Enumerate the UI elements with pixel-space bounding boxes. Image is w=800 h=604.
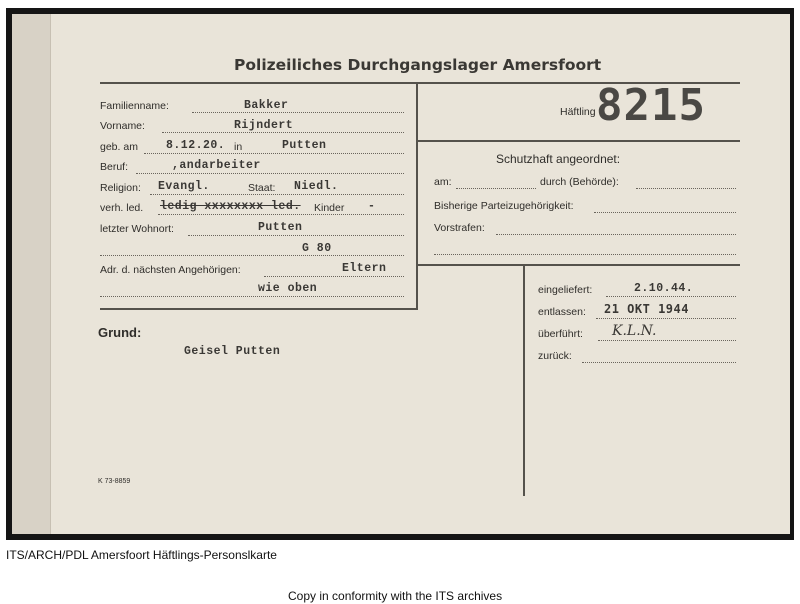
- ueberfuehrt-value: K.L.N.: [612, 323, 657, 339]
- form-code: K 73-8859: [98, 478, 131, 485]
- eingeliefert-value: 2.10.44.: [634, 282, 694, 295]
- angehoerige-label: Adr. d. nächsten Angehörigen:: [100, 264, 241, 276]
- wohnort-label: letzter Wohnort:: [100, 223, 174, 235]
- kinder-label: Kinder: [314, 202, 345, 214]
- religion-value: Evangl.: [158, 180, 210, 193]
- source-caption: ITS/ARCH/PDL Amersfoort Häftlings-Personslkarte: [6, 548, 277, 562]
- staat-value: Niedl.: [294, 180, 339, 193]
- haeftling-label: Häftling: [560, 106, 596, 118]
- geb-label: geb. am: [100, 141, 138, 153]
- card-edge-strip: [12, 14, 51, 534]
- entlassen-stamp: 21 OKT 1944: [604, 302, 689, 316]
- release-box-left-rule: [523, 266, 525, 496]
- am-label: am:: [434, 176, 452, 188]
- haeftling-number: 8215: [596, 80, 706, 131]
- ueberfuehrt-label: überführt:: [538, 328, 583, 340]
- familienname-value: Bakker: [244, 99, 289, 112]
- grund-value: Geisel Putten: [184, 345, 281, 358]
- verh-value: ledig xxxxxxxx led.: [160, 200, 301, 213]
- wohnort-value: Putten: [258, 221, 303, 234]
- vorstrafen-label: Vorstrafen:: [434, 222, 485, 234]
- verh-label: verh. led.: [100, 202, 144, 214]
- in-label: in: [234, 141, 243, 153]
- wohnort-value-2: G 80: [302, 242, 332, 255]
- geb-datum-value: 8.12.20.: [166, 139, 226, 152]
- eingeliefert-label: eingeliefert:: [538, 284, 593, 296]
- angehoerige-value-2: wie oben: [258, 282, 318, 295]
- angehoerige-value: Eltern: [342, 262, 387, 275]
- grund-label: Grund:: [98, 325, 142, 340]
- schutzhaft-box-bottom-rule: [418, 264, 740, 266]
- schutzhaft-label: Schutzhaft angeordnet:: [496, 152, 621, 166]
- haeftling-box-bottom-rule: [418, 140, 740, 142]
- left-box-right-rule: [416, 82, 418, 310]
- vorname-value: Rijndert: [234, 119, 294, 132]
- vorname-label: Vorname:: [100, 120, 145, 132]
- prisoner-card: [12, 14, 790, 534]
- familienname-label: Familienname:: [100, 100, 169, 112]
- kinder-value: -: [368, 200, 376, 213]
- left-box-bottom-rule: [100, 308, 418, 310]
- durch-label: durch (Behörde):: [540, 176, 619, 188]
- conformity-caption: Copy in conformity with the ITS archives: [288, 589, 503, 603]
- beruf-value: ,andarbeiter: [172, 159, 261, 172]
- partei-label: Bisherige Parteizugehörigkeit:: [434, 200, 574, 212]
- staat-label: Staat:: [248, 182, 276, 194]
- geb-ort-value: Putten: [282, 139, 327, 152]
- card-title: Polizeiliches Durchgangslager Amersfoort: [234, 56, 602, 74]
- entlassen-label: entlassen:: [538, 306, 586, 318]
- beruf-label: Beruf:: [100, 161, 129, 173]
- religion-label: Religion:: [100, 182, 141, 194]
- zurueck-label: zurück:: [538, 350, 572, 362]
